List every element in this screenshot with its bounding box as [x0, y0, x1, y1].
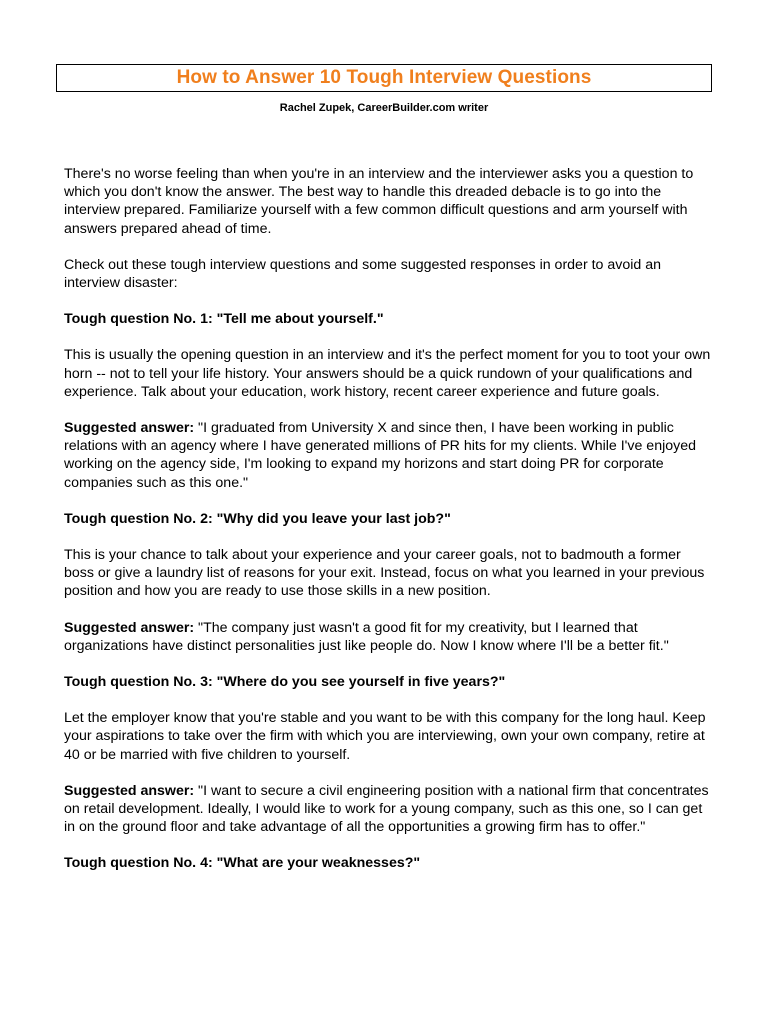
byline: Rachel Zupek, CareerBuilder.com writer [279, 102, 489, 114]
question-3-explanation: Let the employer know that you're stable and you want to be with this company for the long haul. Keep your aspirations to take over the firm with which you are interviewing, own your own company, retire at 40 or be married with five children to yourself. [64, 710, 706, 763]
article-body [64, 165, 714, 891]
document-title: How to Answer 10 Tough Interview Questions [176, 67, 592, 88]
question-4-heading: Tough question No. 4: "What are your weaknesses?" [64, 855, 421, 872]
question-1-suggested-answer [64, 419, 714, 492]
suggested-answer-label: Suggested answer: [64, 420, 195, 437]
question-1-explanation: This is usually the opening question in an interview and it's the perfect moment for you to toot your own horn -- not to tell your life history. Your answers should be a quick rundown of your qualifications and experience. Talk about your education, work history, recent career experience and future goals. [64, 347, 711, 400]
suggested-answer-text: "The company just wasn't a good fit for my creativity, but I learned that organizations have distinct personalities just like people do. Now I know where I'll be a better fit." [64, 619, 669, 654]
suggested-answer-label: Suggested answer: [64, 782, 195, 799]
question-2-heading: Tough question No. 2: "Why did you leave your last job?" [64, 510, 451, 527]
title-box [56, 64, 712, 92]
suggested-answer-text: "I graduated from University X and since then, I have been working in public relations with an agency where I have generated millions of PR hits for my clients. While I've enjoyed working on the agency side, I'm looking to expand my horizons and start doing PR for corporate companies such as this one." [64, 420, 696, 491]
suggested-answer-label: Suggested answer: [64, 619, 195, 636]
intro-paragraph-2: Check out these tough interview questions and some suggested responses in order to avoid an interview disaster: [64, 256, 662, 292]
intro-paragraph-1: There's no worse feeling than when you're in an interview and the interviewer asks you a question to which you don't know the answer. The best way to handle this dreaded debacle is to go into the interview prepared. Familiarize yourself with a few common difficult questions and arm yourself with answers prepared ahead of time. [64, 166, 694, 237]
question-2-suggested-answer [64, 619, 714, 655]
question-2-explanation: This is your chance to talk about your experience and your career goals, not to badmouth a former boss or give a laundry list of reasons for your exit. Instead, focus on what you learned in your previous position and how you are ready to use those skills in a new position. [64, 547, 705, 600]
suggested-answer-text: "I want to secure a civil engineering position with a national firm that concentrates on retail development. Ideally, I would like to work for a young company, such as this one, so I can get in on the ground floor and take advantage of all the opportunities a growing firm has to offer." [64, 782, 709, 836]
question-1-heading: Tough question No. 1: "Tell me about yourself." [64, 311, 384, 328]
question-3-suggested-answer [64, 782, 714, 837]
question-3-heading: Tough question No. 3: "Where do you see yourself in five years?" [64, 674, 506, 691]
